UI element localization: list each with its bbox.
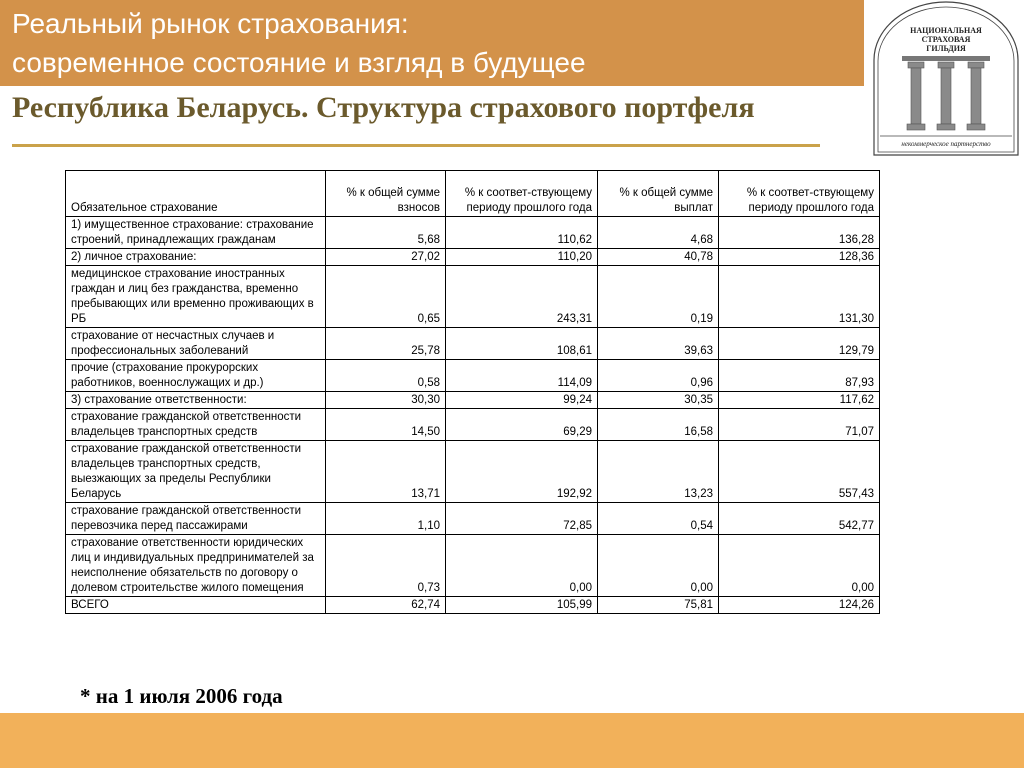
row-label: страхование от несчастных случаев и профессиональных заболеваний xyxy=(66,328,326,360)
cell-premium-share: 30,30 xyxy=(326,392,446,409)
table-row xyxy=(66,409,880,441)
cell-premium-yoy: 243,31 xyxy=(446,266,598,328)
header-title-line2: современное состояние и взгляд в будущее xyxy=(12,47,586,78)
cell-premium-yoy: 110,62 xyxy=(446,217,598,249)
logo-bottom-text: некоммерческое партнерство xyxy=(901,140,991,148)
cell-premium-share: 0,73 xyxy=(326,535,446,597)
header-bar xyxy=(0,0,864,86)
cell-payout-share: 16,58 xyxy=(598,409,719,441)
cell-payout-share: 0,96 xyxy=(598,360,719,392)
cell-premium-yoy: 110,20 xyxy=(446,249,598,266)
cell-payout-yoy: 117,62 xyxy=(719,392,880,409)
cell-premium-yoy: 192,92 xyxy=(446,441,598,503)
guild-logo xyxy=(868,0,1024,160)
cell-premium-yoy: 108,61 xyxy=(446,328,598,360)
cell-premium-share: 1,10 xyxy=(326,503,446,535)
header-cell: % к общей сумме выплат xyxy=(598,171,719,217)
table-row xyxy=(66,392,880,409)
page-subtitle: Республика Беларусь. Структура страхового портфеля xyxy=(12,91,755,124)
cell-premium-share: 62,74 xyxy=(326,597,446,614)
header-cell: % к соответ-ствующему периоду прошлого года xyxy=(719,171,880,217)
cell-premium-share: 27,02 xyxy=(326,249,446,266)
table-row xyxy=(66,360,880,392)
cell-payout-share: 13,23 xyxy=(598,441,719,503)
cell-payout-share: 39,63 xyxy=(598,328,719,360)
table-row xyxy=(66,535,880,597)
cell-premium-yoy: 69,29 xyxy=(446,409,598,441)
subtitle-rule xyxy=(12,144,820,147)
header-cell: % к общей сумме взносов xyxy=(326,171,446,217)
cell-premium-share: 0,65 xyxy=(326,266,446,328)
cell-premium-share: 14,50 xyxy=(326,409,446,441)
table-header-row xyxy=(66,171,880,217)
cell-payout-yoy: 128,36 xyxy=(719,249,880,266)
table-row xyxy=(66,328,880,360)
cell-payout-yoy: 124,26 xyxy=(719,597,880,614)
table-row xyxy=(66,266,880,328)
row-label: страхование ответственности юридических лиц и индивидуальных предпринимателей за неисполнение обязательств по договору о долевом строительстве жилого помещения xyxy=(66,535,326,597)
row-label: 2) личное страхование: xyxy=(66,249,326,266)
row-label: медицинское страхование иностранных граждан и лиц без гражданства, временно пребывающих или временно проживающих в РБ xyxy=(66,266,326,328)
cell-payout-yoy: 129,79 xyxy=(719,328,880,360)
row-label: прочие (страхование прокурорских работников, военнослужащих и др.) xyxy=(66,360,326,392)
cell-payout-share: 75,81 xyxy=(598,597,719,614)
cell-premium-share: 0,58 xyxy=(326,360,446,392)
cell-premium-yoy: 72,85 xyxy=(446,503,598,535)
insurance-portfolio-table xyxy=(65,170,880,614)
cell-payout-yoy: 87,93 xyxy=(719,360,880,392)
table-row xyxy=(66,217,880,249)
cell-payout-yoy: 0,00 xyxy=(719,535,880,597)
table-row xyxy=(66,441,880,503)
cell-payout-share: 0,54 xyxy=(598,503,719,535)
table-row-total xyxy=(66,597,880,614)
footer-bar xyxy=(0,713,1024,768)
row-label: страхование гражданской ответственности владельцев транспортных средств xyxy=(66,409,326,441)
header-title-line1: Реальный рынок страхования: xyxy=(12,8,409,39)
cell-payout-yoy: 136,28 xyxy=(719,217,880,249)
cell-premium-yoy: 114,09 xyxy=(446,360,598,392)
row-label: 1) имущественное страхование: страхование строений, принадлежащих гражданам xyxy=(66,217,326,249)
row-label: ВСЕГО xyxy=(66,597,326,614)
cell-premium-yoy: 105,99 xyxy=(446,597,598,614)
cell-payout-yoy: 71,07 xyxy=(719,409,880,441)
guild-logo-icon xyxy=(868,0,1024,160)
cell-premium-share: 5,68 xyxy=(326,217,446,249)
logo-text-1: НАЦИОНАЛЬНАЯ xyxy=(910,26,982,35)
cell-payout-share: 30,35 xyxy=(598,392,719,409)
table-row xyxy=(66,503,880,535)
row-label: 3) страхование ответственности: xyxy=(66,392,326,409)
cell-payout-yoy: 557,43 xyxy=(719,441,880,503)
cell-payout-share: 4,68 xyxy=(598,217,719,249)
cell-payout-share: 40,78 xyxy=(598,249,719,266)
cell-payout-yoy: 542,77 xyxy=(719,503,880,535)
cell-payout-share: 0,00 xyxy=(598,535,719,597)
cell-premium-yoy: 0,00 xyxy=(446,535,598,597)
cell-payout-yoy: 131,30 xyxy=(719,266,880,328)
table-row xyxy=(66,249,880,266)
cell-payout-share: 0,19 xyxy=(598,266,719,328)
row-label: страхование гражданской ответственности перевозчика перед пассажирами xyxy=(66,503,326,535)
logo-text-2: СТРАХОВАЯ xyxy=(921,35,971,44)
cell-premium-yoy: 99,24 xyxy=(446,392,598,409)
footnote: * на 1 июля 2006 года xyxy=(80,684,283,708)
row-label: страхование гражданской ответственности владельцев транспортных средств, выезжающих за пределы Республики Беларусь xyxy=(66,441,326,503)
cell-premium-share: 25,78 xyxy=(326,328,446,360)
header-cell: Обязательное страхование xyxy=(66,171,326,217)
cell-premium-share: 13,71 xyxy=(326,441,446,503)
logo-text-3: ГИЛЬДИЯ xyxy=(926,44,966,53)
header-cell: % к соответ-ствующему периоду прошлого года xyxy=(446,171,598,217)
